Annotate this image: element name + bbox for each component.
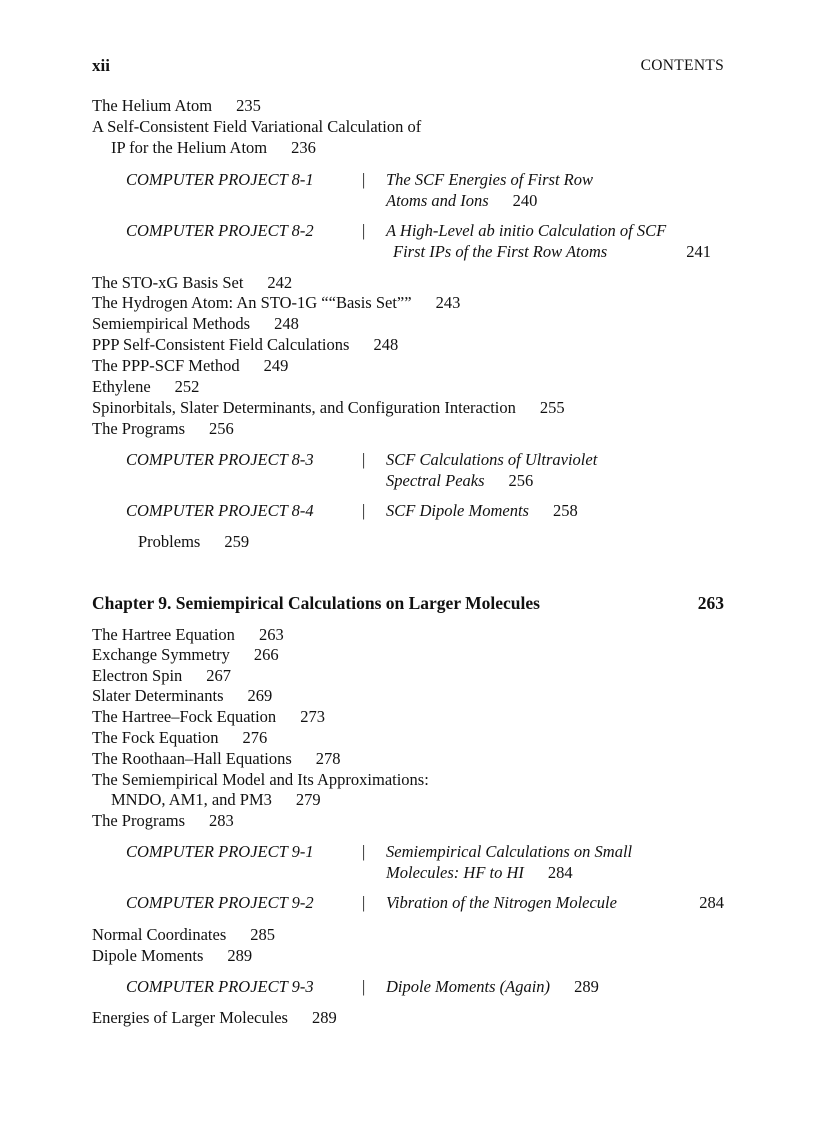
entry-page: 236: [291, 138, 316, 157]
chapter-page: 263: [697, 593, 724, 613]
project-page: 256: [508, 471, 534, 490]
project-title-cont[interactable]: First IPs of the First Row Atoms: [393, 242, 608, 261]
entry-title: Exchange Symmetry: [92, 645, 230, 664]
separator-bar: |: [362, 893, 366, 912]
separator-bar: |: [362, 842, 366, 861]
project-title[interactable]: A High-Level ab initio Calculation of SCF: [386, 221, 667, 240]
project-title[interactable]: Vibration of the Nitrogen Molecule: [386, 893, 617, 912]
project-title-cont[interactable]: Molecules: HF to HI 284: [386, 863, 573, 882]
toc-entry[interactable]: [92, 707, 325, 727]
project-title-cont[interactable]: Spectral Peaks 256: [386, 471, 534, 490]
entry-title: Normal Coordinates: [92, 925, 227, 944]
toc-entry[interactable]: [92, 770, 429, 790]
toc-entry[interactable]: [111, 138, 316, 158]
entry-title: Electron Spin: [92, 666, 183, 685]
toc-entry[interactable]: [92, 728, 267, 748]
project-page: 240: [512, 191, 538, 210]
entry-title: The Hydrogen Atom: An STO-1G ““Basis Set””: [92, 293, 412, 312]
project-title[interactable]: SCF Dipole Moments 258: [386, 501, 578, 520]
toc-entry[interactable]: [92, 335, 398, 355]
toc-entry[interactable]: [92, 419, 234, 439]
entry-page: 278: [315, 749, 341, 768]
entry-page: 289: [311, 1008, 337, 1027]
entry-title: The Programs: [92, 419, 186, 438]
project-page: 289: [574, 977, 599, 996]
toc-entry[interactable]: [92, 686, 272, 706]
project-page: 284: [699, 893, 724, 912]
entry-page: 266: [253, 645, 279, 664]
toc-entry-problems[interactable]: [138, 532, 249, 552]
entry-title: The Fock Equation: [92, 728, 219, 747]
project-label[interactable]: COMPUTER PROJECT 9-3: [126, 977, 314, 996]
entry-title: Problems: [138, 532, 201, 551]
project-title[interactable]: The SCF Energies of First Row: [386, 170, 594, 189]
toc-entry[interactable]: [92, 273, 292, 293]
entry-page: 249: [263, 356, 289, 375]
entry-page: 259: [224, 532, 250, 551]
entry-title: Slater Determinants: [92, 686, 224, 705]
page-number: xii: [92, 56, 110, 75]
toc-entry[interactable]: [92, 625, 284, 645]
entry-title: The Semiempirical Model and Its Approximations:: [92, 770, 429, 789]
entry-page: 242: [267, 273, 293, 292]
toc-entry[interactable]: [92, 293, 460, 313]
entry-title: A Self-Consistent Field Variational Calculation of: [92, 117, 422, 136]
separator-bar: |: [362, 221, 366, 240]
entry-page: 255: [539, 398, 565, 417]
project-label[interactable]: COMPUTER PROJECT 9-2: [126, 893, 314, 912]
separator-bar: |: [362, 170, 366, 189]
toc-entry[interactable]: [92, 314, 299, 334]
entry-title: Ethylene: [92, 377, 151, 396]
entry-title: The Helium Atom: [92, 96, 213, 115]
project-page: 258: [552, 501, 578, 520]
entry-page: 267: [206, 666, 232, 685]
separator-bar: |: [362, 501, 366, 520]
project-label[interactable]: COMPUTER PROJECT 8-1: [126, 170, 314, 189]
toc-entry[interactable]: [92, 356, 288, 376]
project-label[interactable]: COMPUTER PROJECT 8-2: [126, 221, 314, 240]
entry-title: Dipole Moments: [92, 946, 204, 965]
entry-title: PPP Self-Consistent Field Calculations: [92, 335, 350, 354]
entry-title: The Hartree–Fock Equation: [92, 707, 277, 726]
entry-title: The Roothaan–Hall Equations: [92, 749, 292, 768]
entry-page: 276: [242, 728, 268, 747]
toc-entry[interactable]: [92, 749, 341, 769]
toc-entry[interactable]: [92, 666, 231, 686]
toc-entry[interactable]: [92, 377, 199, 397]
toc-entry[interactable]: [92, 925, 275, 945]
project-title-cont[interactable]: Atoms and Ions 240: [386, 191, 538, 210]
entry-page: 283: [209, 811, 234, 830]
entry-page: 273: [300, 707, 325, 726]
project-label[interactable]: COMPUTER PROJECT 9-1: [126, 842, 314, 861]
project-title[interactable]: SCF Calculations of Ultraviolet: [386, 450, 598, 469]
toc-entry[interactable]: [111, 790, 321, 810]
entry-title: Semiempirical Methods: [92, 314, 251, 333]
entry-title: Energies of Larger Molecules: [92, 1008, 288, 1027]
entry-title: The Hartree Equation: [92, 625, 235, 644]
entry-page: 285: [250, 925, 276, 944]
toc-entry[interactable]: [92, 96, 261, 116]
running-head-title: CONTENTS: [640, 57, 724, 74]
project-title[interactable]: Dipole Moments (Again) 289: [386, 977, 599, 996]
entry-title: The STO-xG Basis Set: [92, 273, 244, 292]
toc-entry[interactable]: [92, 1008, 337, 1028]
toc-entry[interactable]: [92, 946, 252, 966]
entry-page: 248: [274, 314, 299, 333]
project-title[interactable]: Semiempirical Calculations on Small: [386, 842, 633, 861]
entry-title: MNDO, AM1, and PM3: [111, 790, 272, 809]
entry-page: 263: [258, 625, 284, 644]
toc-entry[interactable]: [92, 398, 565, 418]
toc-entry[interactable]: [92, 645, 279, 665]
entry-title: Spinorbitals, Slater Determinants, and Configuration Interaction: [92, 398, 516, 417]
entry-page: 256: [209, 419, 234, 438]
entry-page: 243: [435, 293, 461, 312]
entry-page: 248: [373, 335, 399, 354]
project-label[interactable]: COMPUTER PROJECT 8-3: [126, 450, 314, 469]
project-label[interactable]: COMPUTER PROJECT 8-4: [126, 501, 314, 520]
entry-page: 289: [227, 946, 253, 965]
separator-bar: |: [362, 450, 366, 469]
toc-entry[interactable]: [92, 117, 421, 137]
entry-title: The Programs: [92, 811, 186, 830]
chapter-heading[interactable]: Chapter 9. Semiempirical Calculations on Larger Molecules: [92, 593, 540, 613]
entry-title: The PPP-SCF Method: [92, 356, 240, 375]
project-page: 241: [686, 242, 711, 261]
separator-bar: |: [362, 977, 366, 996]
project-page: 284: [547, 863, 573, 882]
entry-title: IP for the Helium Atom: [111, 138, 268, 157]
entry-page: 235: [236, 96, 261, 115]
entry-page: 279: [295, 790, 321, 809]
entry-page: 269: [247, 686, 273, 705]
entry-page: 252: [174, 377, 200, 396]
toc-entry[interactable]: [92, 811, 234, 831]
